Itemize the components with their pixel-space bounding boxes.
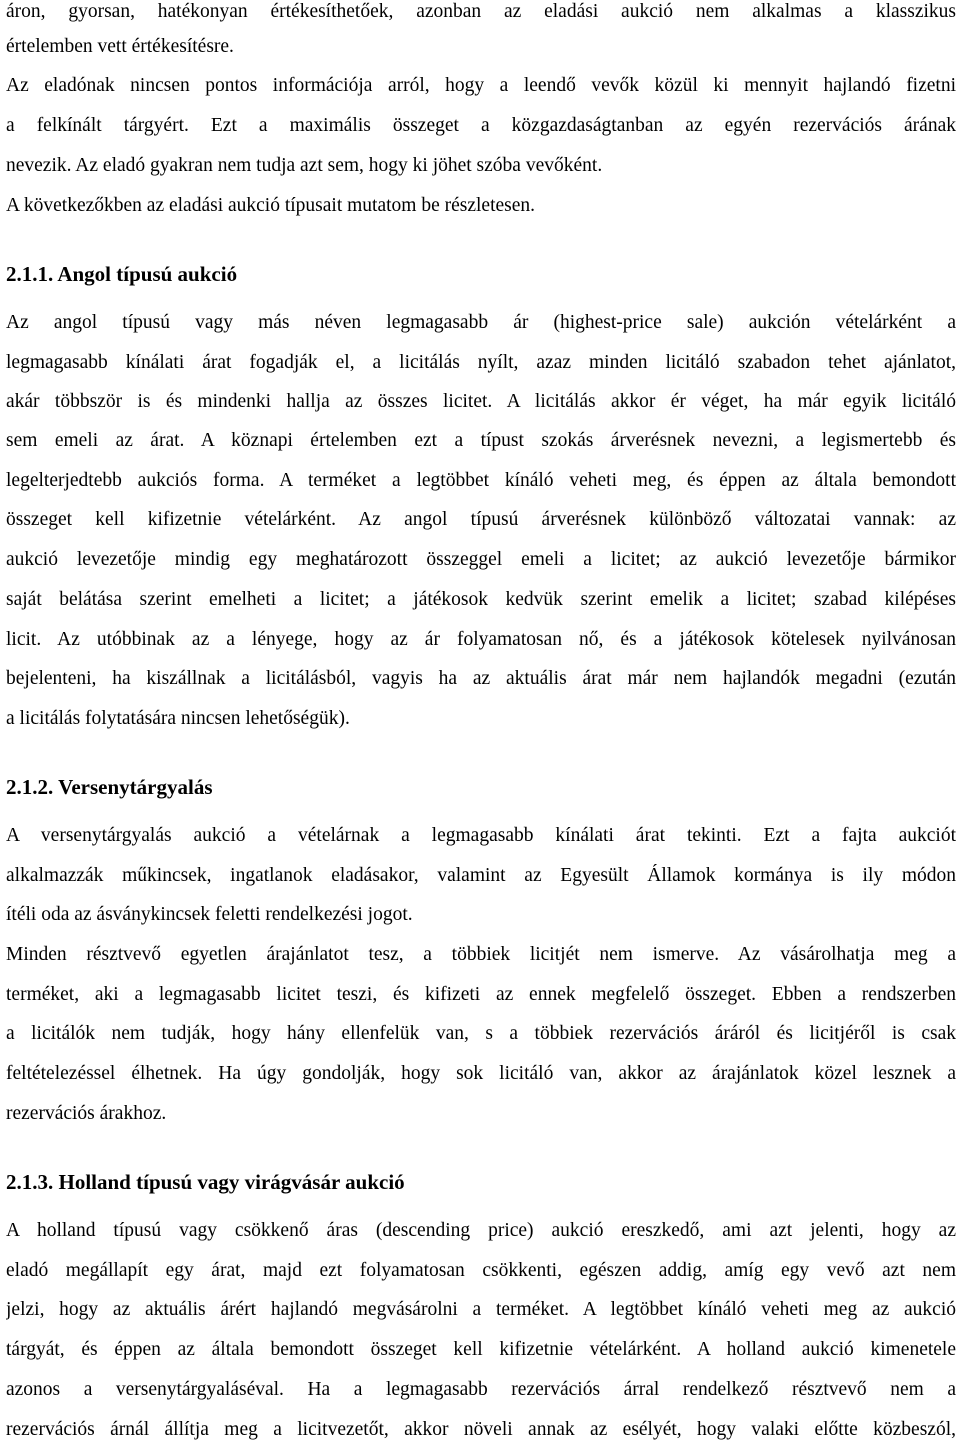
- section-heading: 2.1.3. Holland típusú vagy virágvásár aukció: [6, 1170, 405, 1194]
- section-paragraph-line: a licitálás folytatására nincsen lehetőségük).: [6, 708, 350, 729]
- intro-paragraph-line: értelemben vett értékesítésre.: [6, 36, 234, 57]
- section-paragraph-line: rezervációs árnál állítja meg a licitvezetőt, akkor növeli annak az esélyét, hogy valaki előtte közbeszól,: [6, 1419, 956, 1440]
- section-paragraph-line: A holland típusú vagy csökkenő áras (descending price) aukció ereszkedő, ami azt jelenti, hogy az: [6, 1220, 956, 1241]
- section-paragraph-line: licit. Az utóbbinak az a lényege, hogy az ár folyamatosan nő, és a játékosok kötelesek nyilvánosan: [6, 629, 956, 650]
- intro-paragraph-line: a felkínált tárgyért. Ezt a maximális összeget a közgazdaságtanban az egyén rezervációs árának: [6, 115, 956, 136]
- section-paragraph-line: legmagasabb kínálati árat fogadják el, a licitálás nyílt, azaz minden licitáló szabadon tehet ajánlatot,: [6, 352, 956, 373]
- section-paragraph-line: alkalmazzák műkincsek, ingatlanok eladásakor, valamint az Egyesült Államok kormánya is ily módon: [6, 865, 956, 886]
- intro-paragraph-line: Az eladónak nincsen pontos információja arról, hogy a leendő vevők közül ki mennyit hajlandó fizetni: [6, 75, 956, 96]
- section-paragraph-line: tárgyát, és éppen az általa bemondott összeget kell kifizetnie vételárként. A holland aukció kimenetele: [6, 1339, 956, 1360]
- section-paragraph-line: jelzi, hogy az aktuális árért hajlandó megvásárolni a terméket. A legtöbbet kínáló veheti meg az aukció: [6, 1299, 956, 1320]
- intro-paragraph-line: áron, gyorsan, hatékonyan értékesíthetőek, azonban az eladási aukció nem alkalmas a klasszikus: [6, 1, 956, 22]
- section-paragraph-line: Minden résztvevő egyetlen árajánlatot tesz, a többiek licitjét nem ismerve. Az vásárolhatja meg a: [6, 944, 956, 965]
- intro-paragraph-line: nevezik. Az eladó gyakran nem tudja azt sem, hogy ki jöhet szóba vevőként.: [6, 155, 603, 176]
- section-paragraph-line: A versenytárgyalás aukció a vételárnak a legmagasabb kínálati árat tekinti. Ezt a fajta aukciót: [6, 825, 956, 846]
- section-paragraph-line: legelterjedtebb aukciós forma. A terméket a legtöbbet kínáló veheti meg, és éppen az általa bemondott: [6, 470, 956, 491]
- section-paragraph-line: terméket, aki a legmagasabb licitet teszi, és kifizeti az ennek megfelelő összeget. Ebben a rendszerben: [6, 984, 956, 1005]
- section-heading: 2.1.2. Versenytárgyalás: [6, 775, 213, 799]
- section-paragraph-line: saját belátása szerint emelheti a licitet; a játékosok kedvük szerint emelik a licitet; szabad kilépéses: [6, 589, 956, 610]
- intro-paragraph-line: A következőkben az eladási aukció típusait mutatom be részletesen.: [6, 195, 536, 216]
- section-paragraph-line: aukció levezetője mindig egy meghatározott összeggel emeli a licitet; az aukció levezetője bármikor: [6, 549, 956, 570]
- section-paragraph-line: feltételezéssel élhetnek. Ha úgy gondolják, hogy sok licitáló van, akkor az árajánlatok közel lesznek a: [6, 1063, 956, 1084]
- section-heading: 2.1.1. Angol típusú aukció: [6, 262, 238, 286]
- section-paragraph-line: bejelenteni, ha kiszállnak a licitálásból, vagyis ha az aktuális árat már nem hajlandók megadni (ezután: [6, 668, 956, 689]
- section-paragraph-line: ítéli oda az ásványkincsek feletti rendelkezési jogot.: [6, 904, 413, 925]
- section-paragraph-line: Az angol típusú vagy más néven legmagasabb ár (highest-price sale) aukción vételárként a: [6, 312, 956, 333]
- section-paragraph-line: azonos a versenytárgyaláséval. Ha a legmagasabb rezervációs árral rendelkező résztvevő nem a: [6, 1379, 956, 1400]
- section-paragraph-line: rezervációs árakhoz.: [6, 1103, 167, 1124]
- section-paragraph-line: a licitálók nem tudják, hogy hány ellenfelük van, s a többiek rezervációs áráról és licitjéről is csak: [6, 1023, 956, 1044]
- section-paragraph-line: sem emeli az árat. A köznapi értelemben ezt a típust szokás árverésnek nevezni, a legismertebb és: [6, 430, 956, 451]
- section-paragraph-line: eladó megállapít egy árat, majd ezt folyamatosan csökkenti, egészen addig, amíg egy vevő azt nem: [6, 1260, 956, 1281]
- section-paragraph-line: akár többször is és mindenki hallja az összes licitet. A licitálás akkor ér véget, ha már egyik licitáló: [6, 391, 956, 412]
- section-paragraph-line: összeget kell kifizetnie vételárként. Az angol típusú árverésnek különböző változatai vannak: az: [6, 509, 956, 530]
